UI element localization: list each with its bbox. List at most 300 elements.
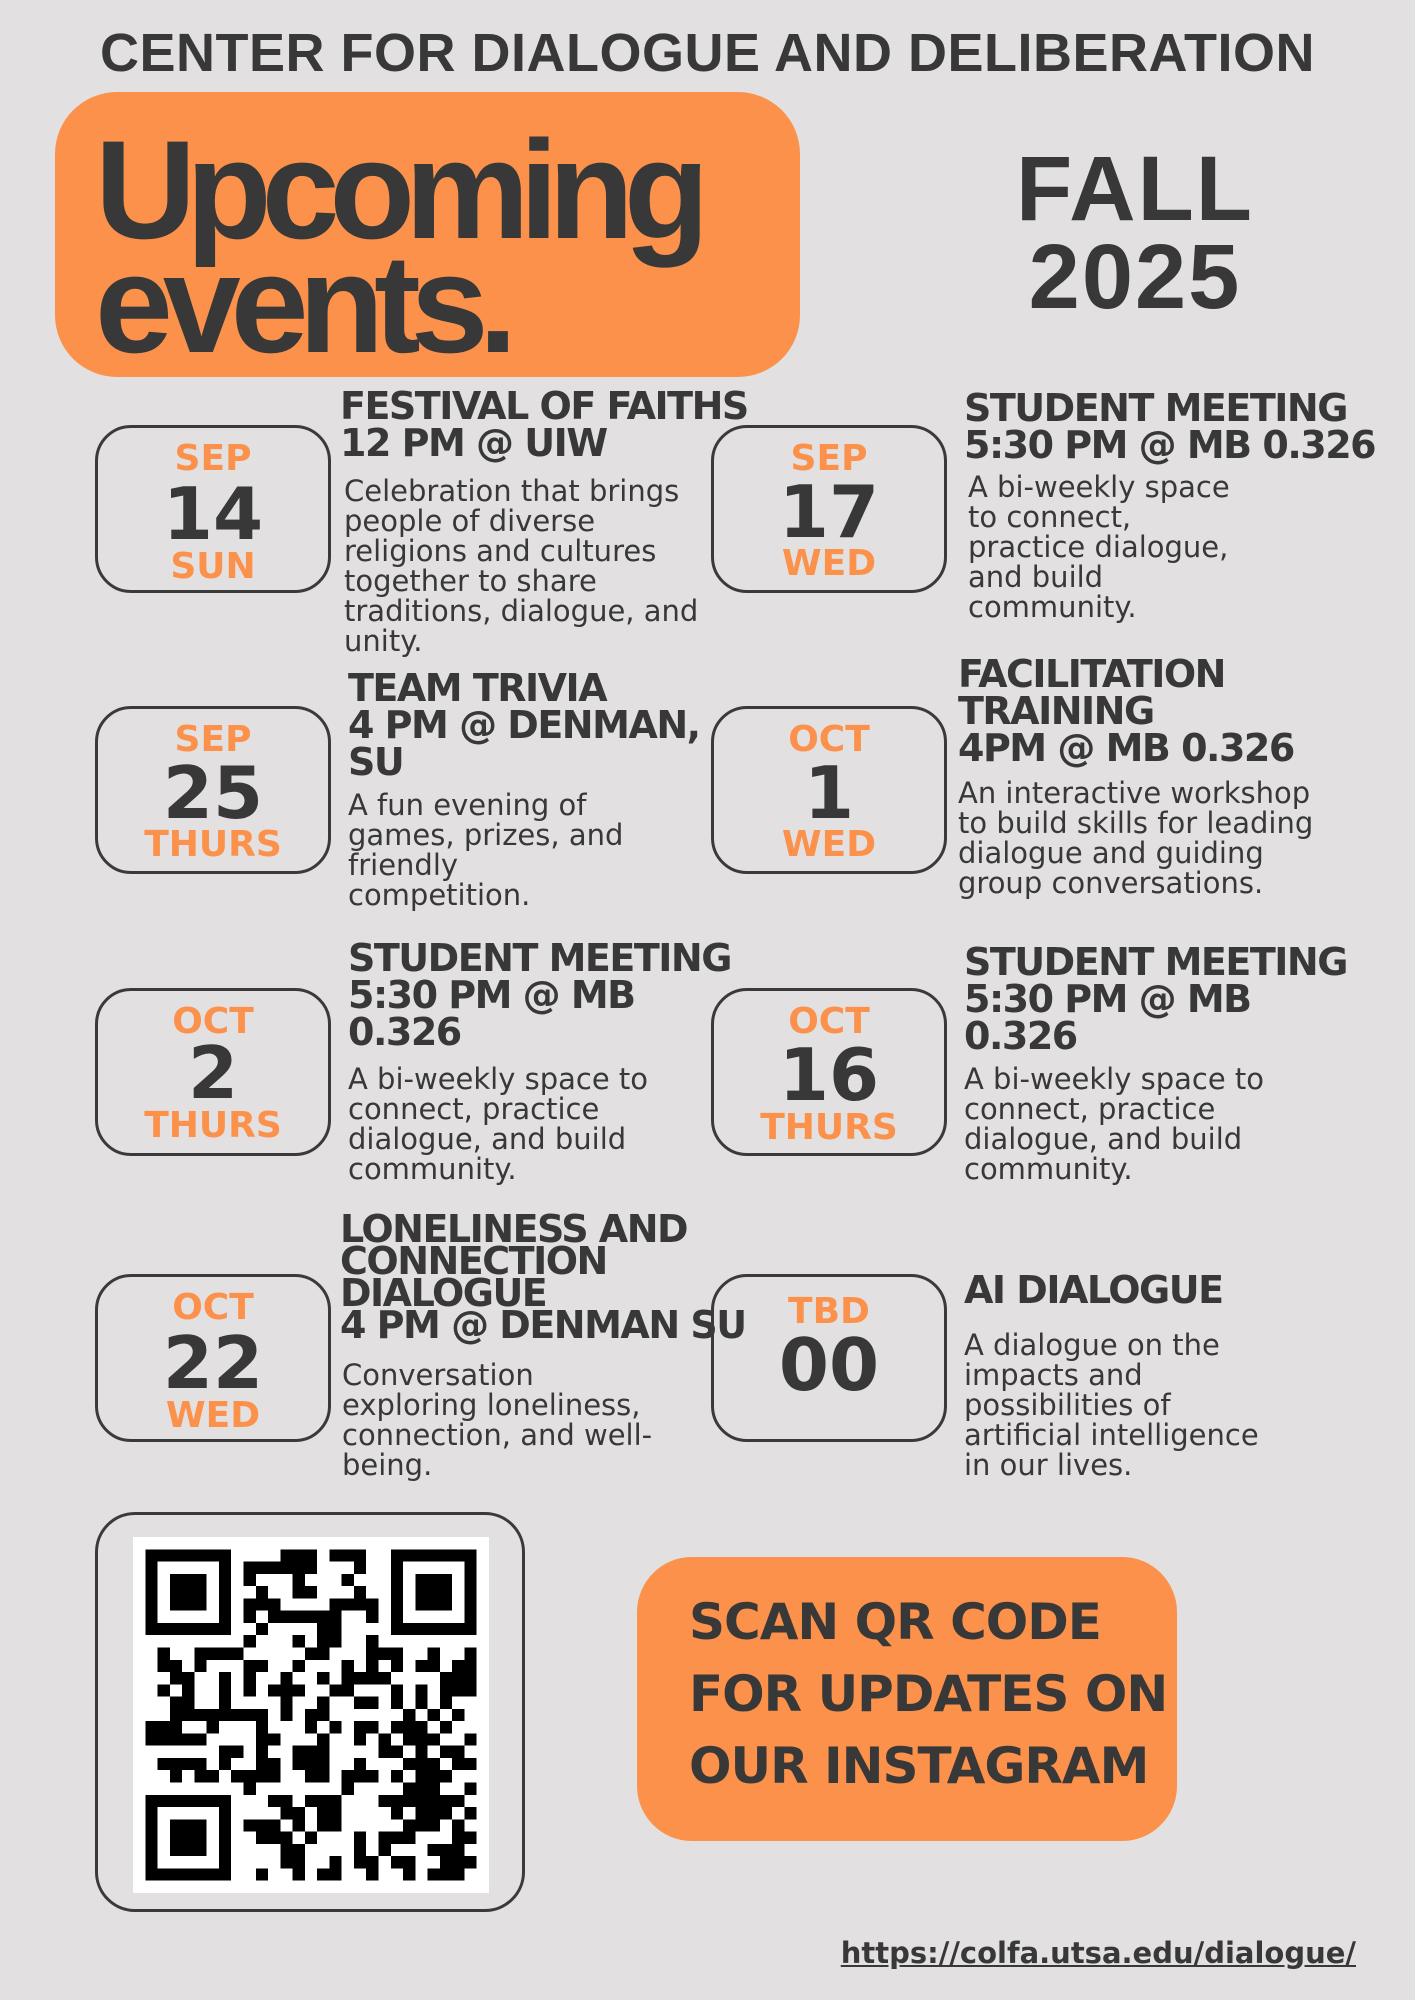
description-line: community.	[348, 1152, 517, 1186]
qr-module	[452, 1832, 464, 1844]
qr-module	[464, 1832, 476, 1844]
qr-module	[293, 1819, 305, 1831]
event-title-line: CONNECTION	[340, 1239, 607, 1283]
qr-module	[329, 1807, 341, 1819]
qr-module	[366, 1868, 378, 1880]
qr-module	[329, 1819, 341, 1831]
qr-module	[440, 1795, 452, 1807]
qr-module	[354, 1758, 366, 1770]
qr-module	[219, 1746, 231, 1758]
qr-module	[366, 1697, 378, 1709]
qr-module	[415, 1684, 427, 1696]
qr-module	[243, 1684, 255, 1696]
cta-line: OUR INSTAGRAM	[689, 1737, 1149, 1795]
qr-module	[440, 1770, 452, 1782]
website-link[interactable]: https://colfa.utsa.edu/dialogue/	[840, 1936, 1356, 1970]
date-month: SEP	[174, 438, 252, 479]
description-line: connect, practice	[964, 1092, 1216, 1126]
qr-module	[317, 1611, 329, 1623]
qr-module	[391, 1697, 403, 1709]
date-day: 14	[162, 472, 264, 556]
qr-module	[256, 1868, 268, 1880]
qr-module	[305, 1647, 317, 1659]
qr-module	[231, 1746, 243, 1758]
event-time-location: 4 PM @ DENMAN SU	[340, 1303, 746, 1347]
qr-module	[243, 1783, 255, 1795]
qr-module	[158, 1684, 170, 1696]
qr-module	[243, 1709, 255, 1721]
qr-module	[428, 1647, 440, 1659]
qr-module	[182, 1697, 194, 1709]
qr-module	[219, 1697, 231, 1709]
description-line: competition.	[348, 878, 531, 912]
description-line: A fun evening of	[348, 788, 587, 822]
qr-module	[305, 1770, 317, 1782]
qr-module	[403, 1758, 415, 1770]
qr-module	[329, 1795, 341, 1807]
qr-module	[256, 1598, 268, 1610]
qr-module	[452, 1868, 464, 1880]
qr-module	[403, 1733, 415, 1745]
qr-module	[366, 1672, 378, 1684]
qr-module	[158, 1721, 170, 1733]
qr-module	[452, 1758, 464, 1770]
qr-module	[170, 1733, 182, 1745]
qr-module	[428, 1844, 440, 1856]
qr-module	[379, 1647, 391, 1659]
description-line: community.	[964, 1152, 1133, 1186]
date-badge-oct-1	[711, 706, 947, 874]
qr-module	[452, 1672, 464, 1684]
description-line: friendly	[348, 848, 459, 882]
qr-module	[305, 1611, 317, 1623]
qr-module	[256, 1660, 268, 1672]
qr-module	[182, 1733, 194, 1745]
qr-module	[268, 1758, 280, 1770]
hero-title-line2: events.	[95, 225, 508, 382]
event-title-line: DIALOGUE	[340, 1271, 547, 1315]
qr-module	[194, 1647, 206, 1659]
qr-module	[305, 1549, 317, 1561]
qr-module	[403, 1795, 415, 1807]
event-description-student-meeting-oct-16	[964, 1064, 1264, 1184]
qr-module	[354, 1733, 366, 1745]
description-line: games, prizes, and	[348, 818, 624, 852]
qr-module	[243, 1574, 255, 1586]
date-badge-tbd	[711, 1274, 947, 1442]
description-line: Celebration that brings	[344, 474, 680, 508]
event-description-facilitation-training	[958, 778, 1313, 898]
qr-module	[293, 1758, 305, 1770]
description-line: A bi-weekly space	[968, 470, 1230, 504]
qr-module	[354, 1549, 366, 1561]
qr-module	[256, 1733, 268, 1745]
qr-module	[280, 1795, 292, 1807]
qr-module	[268, 1770, 280, 1782]
date-day: 2	[187, 1031, 239, 1115]
qr-module	[256, 1746, 268, 1758]
qr-module	[428, 1709, 440, 1721]
description-line: community.	[968, 590, 1137, 624]
qr-module	[403, 1819, 415, 1831]
event-title-line: FESTIVAL OF FAITHS	[340, 384, 748, 428]
qr-module	[391, 1832, 403, 1844]
qr-module	[415, 1746, 427, 1758]
date-badge-oct-2	[95, 988, 331, 1156]
description-line: unity.	[344, 624, 423, 658]
qr-module	[428, 1795, 440, 1807]
qr-module	[403, 1832, 415, 1844]
date-weekday: THURS	[144, 824, 282, 865]
qr-module	[231, 1709, 243, 1721]
qr-module	[403, 1868, 415, 1880]
description-line: religions and cultures	[344, 534, 657, 568]
date-weekday: THURS	[144, 1105, 282, 1146]
qr-module	[305, 1795, 317, 1807]
description-line: in our lives.	[964, 1448, 1133, 1482]
qr-module	[194, 1709, 206, 1721]
qr-module	[280, 1611, 292, 1623]
qr-module	[170, 1770, 182, 1782]
event-title-line: STUDENT MEETING	[964, 386, 1347, 430]
qr-module	[280, 1549, 292, 1561]
description-line: impacts and	[964, 1358, 1143, 1392]
qr-module	[268, 1795, 280, 1807]
qr-module	[329, 1623, 341, 1635]
qr-module	[243, 1611, 255, 1623]
event-time-location: 5:30 PM @ MB	[964, 977, 1251, 1021]
event-description-student-meeting-oct-2	[348, 1064, 648, 1184]
qr-module	[280, 1672, 292, 1684]
date-badge-sep-14	[95, 425, 331, 593]
qr-module	[317, 1709, 329, 1721]
qr-module	[342, 1598, 354, 1610]
qr-module	[317, 1819, 329, 1831]
date-month: OCT	[788, 719, 870, 760]
event-title-line: TRAINING	[958, 689, 1154, 733]
qr-module	[256, 1721, 268, 1733]
qr-module	[317, 1770, 329, 1782]
qr-module	[268, 1819, 280, 1831]
qr-module	[329, 1549, 341, 1561]
qr-module	[305, 1709, 317, 1721]
qr-module	[452, 1660, 464, 1672]
qr-module	[366, 1611, 378, 1623]
qr-module	[317, 1697, 329, 1709]
qr-module	[280, 1844, 292, 1856]
qr-module	[293, 1856, 305, 1868]
qr-module	[440, 1856, 452, 1868]
date-day: 00	[778, 1323, 880, 1407]
qr-module	[415, 1758, 427, 1770]
qr-module	[243, 1770, 255, 1782]
qr-module	[219, 1684, 231, 1696]
qr-module	[415, 1697, 427, 1709]
qr-module	[428, 1868, 440, 1880]
qr-module	[317, 1758, 329, 1770]
event-time-location: 4PM @ MB 0.326	[958, 726, 1294, 770]
qr-module	[440, 1868, 452, 1880]
qr-module	[158, 1647, 170, 1659]
description-line: to build skills for leading	[958, 806, 1314, 840]
qr-module	[317, 1733, 329, 1745]
qr-module	[207, 1709, 219, 1721]
qr-module	[280, 1832, 292, 1844]
qr-module	[403, 1856, 415, 1868]
qr-module	[440, 1721, 452, 1733]
qr-module	[182, 1758, 194, 1770]
date-day: 22	[162, 1321, 264, 1405]
qr-module	[342, 1574, 354, 1586]
description-line: artificial intelligence	[964, 1418, 1259, 1452]
qr-module	[293, 1635, 305, 1647]
qr-module	[391, 1807, 403, 1819]
qr-module	[354, 1562, 366, 1574]
qr-module	[452, 1856, 464, 1868]
cta-line: SCAN QR CODE	[689, 1593, 1101, 1651]
qr-module	[366, 1660, 378, 1672]
date-weekday: THURS	[760, 1107, 898, 1148]
event-description-ai-dialogue	[964, 1330, 1259, 1480]
qr-module	[428, 1807, 440, 1819]
qr-module	[415, 1660, 427, 1672]
qr-module	[293, 1549, 305, 1561]
description-line: possibilities of	[964, 1388, 1171, 1422]
qr-module	[329, 1635, 341, 1647]
description-line: people of diverse	[344, 504, 596, 538]
qr-module	[280, 1697, 292, 1709]
event-title-team-trivia	[348, 666, 700, 784]
qr-module	[329, 1721, 341, 1733]
qr-module	[329, 1684, 341, 1696]
qr-module	[207, 1770, 219, 1782]
qr-module	[170, 1721, 182, 1733]
season-term: FALL	[1016, 138, 1254, 240]
description-line: to connect,	[968, 500, 1132, 534]
qr-module	[415, 1721, 427, 1733]
qr-module	[219, 1672, 231, 1684]
qr-module	[243, 1598, 255, 1610]
date-badge-oct-16	[711, 988, 947, 1156]
qr-module	[342, 1684, 354, 1696]
qr-module	[440, 1672, 452, 1684]
date-badge-sep-25	[95, 706, 331, 874]
qr-module	[145, 1733, 157, 1745]
qr-module	[464, 1647, 476, 1659]
hero-banner	[55, 92, 800, 382]
qr-module	[452, 1746, 464, 1758]
qr-module	[305, 1562, 317, 1574]
event-title-student-meeting-oct-16	[964, 940, 1347, 1058]
qr-module	[256, 1770, 268, 1782]
qr-module	[280, 1856, 292, 1868]
qr-module	[293, 1574, 305, 1586]
qr-module	[428, 1819, 440, 1831]
date-month: OCT	[172, 1287, 254, 1328]
qr-module	[391, 1647, 403, 1659]
qr-module	[415, 1783, 427, 1795]
event-title-line: LONELINESS AND	[340, 1207, 688, 1251]
qr-module	[342, 1549, 354, 1561]
qr-module	[317, 1746, 329, 1758]
date-day: 1	[803, 751, 855, 835]
qr-module	[342, 1770, 354, 1782]
qr-module	[268, 1598, 280, 1610]
qr-module	[403, 1709, 415, 1721]
qr-module	[415, 1819, 427, 1831]
qr-module	[464, 1733, 476, 1745]
qr-module	[379, 1844, 391, 1856]
qr-module	[428, 1733, 440, 1745]
qr-module	[182, 1684, 194, 1696]
qr-module	[256, 1623, 268, 1635]
date-weekday: SUN	[170, 546, 256, 587]
qr-module	[194, 1660, 206, 1672]
qr-module	[391, 1856, 403, 1868]
qr-module	[329, 1856, 341, 1868]
qr-module	[280, 1684, 292, 1696]
qr-module	[464, 1856, 476, 1868]
qr-module	[256, 1758, 268, 1770]
qr-module	[207, 1647, 219, 1659]
event-title-ai-dialogue	[964, 1268, 1223, 1312]
qr-module	[415, 1770, 427, 1782]
qr-module	[354, 1770, 366, 1782]
qr-module	[170, 1697, 182, 1709]
qr-module	[293, 1684, 305, 1696]
qr-module	[379, 1746, 391, 1758]
qr-module	[329, 1868, 341, 1880]
event-time-location: 0.326	[964, 1014, 1077, 1058]
qr-module	[366, 1647, 378, 1659]
qr-module	[354, 1844, 366, 1856]
qr-module	[329, 1611, 341, 1623]
qr-module	[293, 1807, 305, 1819]
qr-module	[464, 1672, 476, 1684]
qr-module	[354, 1856, 366, 1868]
qr-module	[243, 1660, 255, 1672]
qr-module	[170, 1709, 182, 1721]
qr-module	[428, 1783, 440, 1795]
qr-module	[280, 1807, 292, 1819]
qr-module	[231, 1647, 243, 1659]
qr-module	[354, 1697, 366, 1709]
qr-module	[428, 1770, 440, 1782]
qr-module	[391, 1746, 403, 1758]
qr-module	[243, 1635, 255, 1647]
qr-module	[464, 1758, 476, 1770]
event-time-location: 5:30 PM @ MB	[348, 973, 635, 1017]
qr-module	[452, 1795, 464, 1807]
qr-module	[464, 1660, 476, 1672]
date-month: OCT	[788, 1001, 870, 1042]
qr-module	[268, 1611, 280, 1623]
qr-module	[464, 1783, 476, 1795]
qr-module	[170, 1660, 182, 1672]
qr-module	[379, 1733, 391, 1745]
event-title-line: TEAM TRIVIA	[348, 666, 607, 710]
qr-module	[305, 1721, 317, 1733]
qr-module	[219, 1709, 231, 1721]
qr-module	[452, 1844, 464, 1856]
event-title-student-meeting-sep-17	[964, 386, 1376, 467]
qr-module	[280, 1562, 292, 1574]
qr-module	[170, 1672, 182, 1684]
event-time-location: 12 PM @ UIW	[340, 421, 607, 465]
season-label	[990, 138, 1280, 328]
qr-module	[366, 1856, 378, 1868]
event-title-loneliness-and-connection	[340, 1207, 746, 1347]
description-line: and build	[968, 560, 1104, 594]
qr-code-graphic	[133, 1537, 489, 1893]
description-line: dialogue and guiding	[958, 836, 1264, 870]
qr-module	[354, 1721, 366, 1733]
qr-module	[280, 1709, 292, 1721]
qr-module	[354, 1832, 366, 1844]
qr-module	[354, 1672, 366, 1684]
qr-module	[379, 1672, 391, 1684]
event-title-festival-of-faiths	[340, 384, 748, 465]
qr-module	[428, 1660, 440, 1672]
event-description-student-meeting-sep-17	[968, 472, 1230, 622]
qr-code[interactable]	[133, 1537, 489, 1893]
qr-module	[182, 1709, 194, 1721]
qr-module	[452, 1819, 464, 1831]
qr-module	[305, 1586, 317, 1598]
qr-module	[219, 1647, 231, 1659]
qr-module	[182, 1672, 194, 1684]
event-description-loneliness-and-connection	[342, 1360, 652, 1480]
date-badge-sep-17	[711, 425, 947, 593]
date-month: SEP	[790, 438, 868, 479]
qr-module	[354, 1598, 366, 1610]
description-line: traditions, dialogue, and	[344, 594, 699, 628]
qr-module	[391, 1795, 403, 1807]
qr-module	[342, 1672, 354, 1684]
qr-module	[366, 1721, 378, 1733]
qr-module	[440, 1844, 452, 1856]
qr-module	[207, 1721, 219, 1733]
qr-module	[305, 1758, 317, 1770]
qr-module	[256, 1586, 268, 1598]
qr-module	[219, 1758, 231, 1770]
date-month: OCT	[172, 1001, 254, 1042]
qr-module	[158, 1758, 170, 1770]
qr-module	[268, 1832, 280, 1844]
qr-module	[317, 1635, 329, 1647]
qr-module	[268, 1562, 280, 1574]
qr-module	[342, 1783, 354, 1795]
qr-module	[415, 1807, 427, 1819]
qr-module	[452, 1709, 464, 1721]
date-day: 25	[162, 751, 264, 835]
cta-line: FOR UPDATES ON	[689, 1665, 1168, 1723]
qr-module	[317, 1795, 329, 1807]
qr-module	[293, 1844, 305, 1856]
qr-module	[256, 1562, 268, 1574]
qr-module	[317, 1672, 329, 1684]
event-description-team-trivia	[348, 790, 623, 910]
qr-module	[293, 1746, 305, 1758]
qr-module	[464, 1807, 476, 1819]
qr-module	[158, 1733, 170, 1745]
qr-module	[366, 1770, 378, 1782]
description-line: dialogue, and build	[348, 1122, 627, 1156]
qr-module	[428, 1758, 440, 1770]
date-day: 16	[778, 1033, 880, 1117]
qr-module	[293, 1660, 305, 1672]
qr-module	[415, 1795, 427, 1807]
